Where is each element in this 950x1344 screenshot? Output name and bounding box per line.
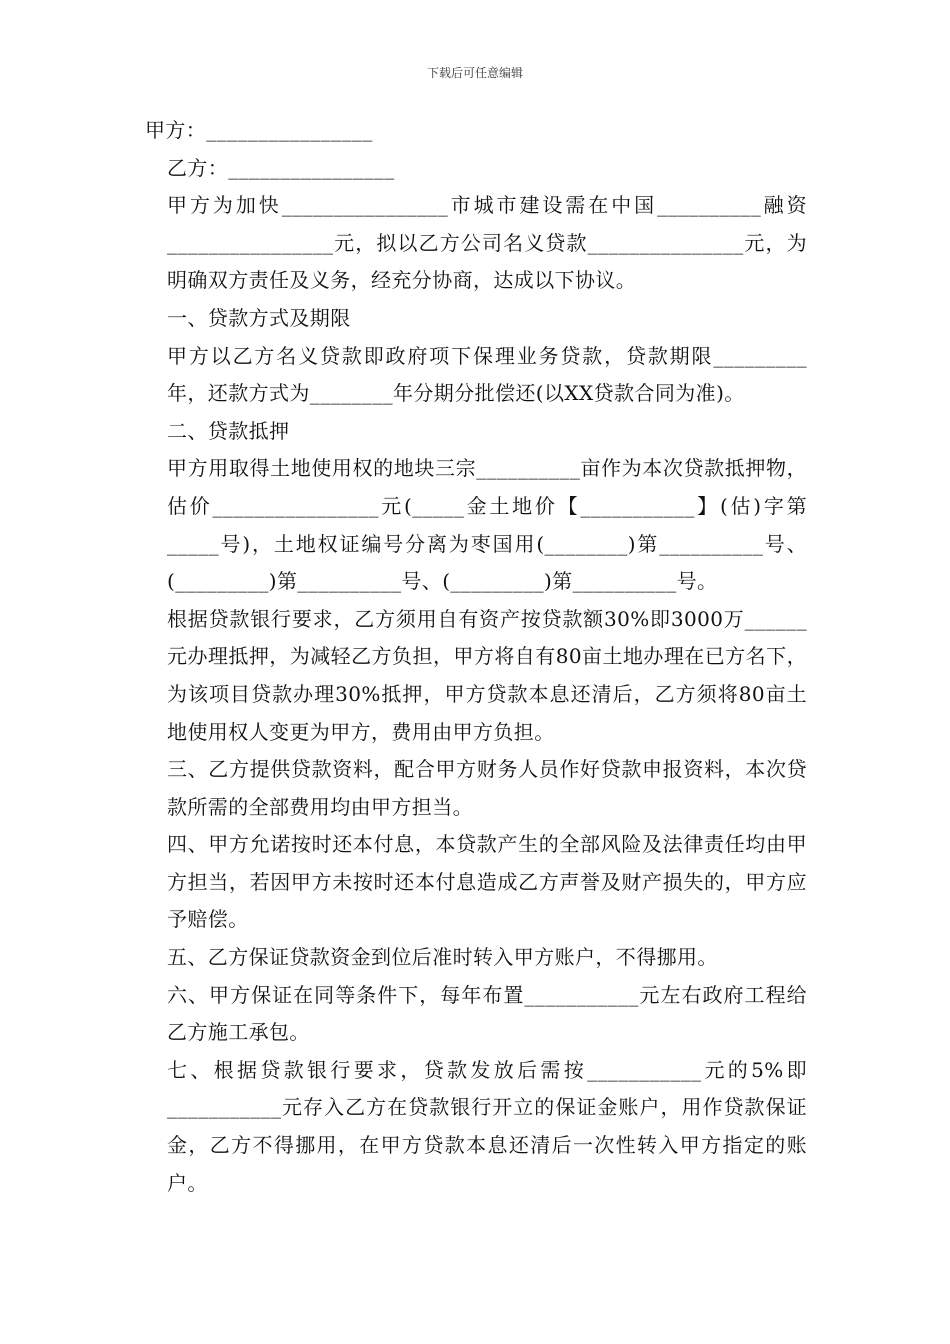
section-2-paragraph: 甲方用取得土地使用权的地块三宗__________亩作为本次贷款抵押物，估价________________元(_____金土地价【___________】(估)字第_____号)，土地权证编号分离为枣国用(________)第__________号、(_________)第__________号、(_________)第__________号。 bbox=[167, 456, 807, 594]
section-2-paragraph-2: 根据贷款银行要求，乙方须用自有资产按贷款额30%即3000万______元办理抵押，为减轻乙方负担，甲方将自有80亩土地办理在已方名下，为该项目贷款办理30%抵押，甲方贷款本息还清后，乙方须将80亩土地使用权人变更为甲方，费用由甲方负担。 bbox=[167, 606, 807, 744]
party-a-line: 甲方：________________ bbox=[145, 118, 373, 142]
section-2-heading: 二、贷款抵押 bbox=[167, 418, 290, 443]
intro-paragraph: 甲方为加快________________市城市建设需在中国__________融资________________元，拟以乙方公司名义贷款_______________元，为明确双方责任及义务，经充分协商，达成以下协议。 bbox=[167, 193, 807, 293]
section-5-paragraph: 五、乙方保证贷款资金到位后准时转入甲方账户，不得挪用。 bbox=[167, 945, 718, 970]
section-4-paragraph: 四、甲方允诺按时还本付息，本贷款产生的全部风险及法律责任均由甲方担当，若因甲方未按时还本付息造成乙方声誉及财产损失的，甲方应予赔偿。 bbox=[167, 832, 807, 932]
party-b-line: 乙方：________________ bbox=[167, 155, 395, 180]
section-6-paragraph: 六、甲方保证在同等条件下，每年布置___________元左右政府工程给乙方施工承包。 bbox=[167, 982, 807, 1045]
section-1-paragraph: 甲方以乙方名义贷款即政府项下保理业务贷款，贷款期限_________年，还款方式为________年分期分批偿还(以XX贷款合同为准)。 bbox=[167, 343, 807, 406]
section-3-paragraph: 三、乙方提供贷款资料，配合甲方财务人员作好贷款申报资料，本次贷款所需的全部费用均由甲方担当。 bbox=[167, 757, 807, 819]
contract-body bbox=[145, 112, 807, 1202]
section-7-paragraph: 七、根据贷款银行要求，贷款发放后需按___________元的5%即___________元存入乙方在贷款银行开立的保证金账户，用作贷款保证金，乙方不得挪用，在甲方贷款本息还清后一次性转入甲方指定的账户。 bbox=[167, 1057, 807, 1195]
page-header: 下载后可任意编辑 bbox=[426, 66, 523, 80]
section-1-heading: 一、贷款方式及期限 bbox=[167, 305, 351, 330]
